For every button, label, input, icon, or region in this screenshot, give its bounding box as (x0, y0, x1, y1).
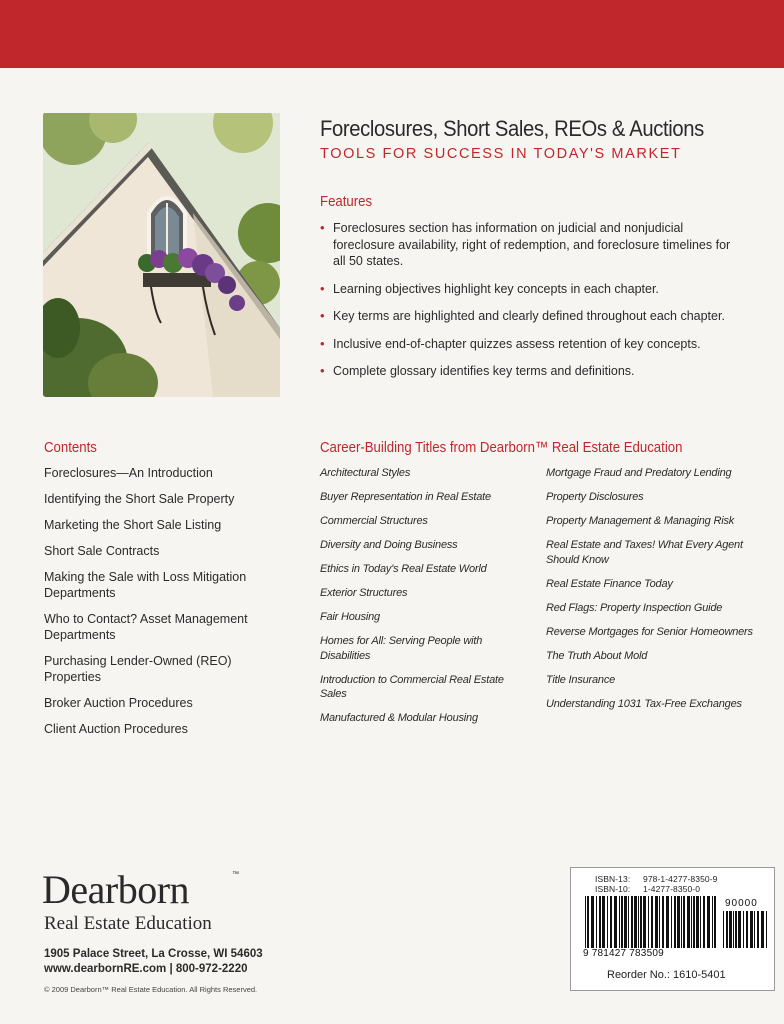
list-item: Buyer Representation in Real Estate (320, 491, 491, 503)
barcode-icon (585, 896, 719, 948)
list-item: Title Insurance (546, 673, 616, 686)
copyright-notice: © 2009 Dearborn™ Real Estate Education. All Rights Reserved. (44, 985, 258, 994)
publisher-logo: Dearborn (42, 867, 190, 912)
publisher-subtitle: Real Estate Education (44, 913, 212, 934)
book-subtitle: TOOLS FOR SUCCESS IN TODAY'S MARKET (320, 146, 682, 162)
contents-list (44, 465, 284, 747)
list-item: Architectural Styles (320, 467, 411, 479)
list-item: Fair Housing (320, 611, 380, 623)
features-heading: Features (320, 193, 373, 210)
price-code: 90000 (725, 898, 758, 909)
top-color-band (0, 0, 784, 68)
isbn-13-label: ISBN-13: (595, 874, 631, 884)
list-item: Broker Auction Procedures (44, 696, 193, 710)
addon-barcode-icon (723, 911, 767, 948)
publisher-web-phone: www.dearbornRE.com | 800-972-2220 (44, 963, 248, 975)
list-item: Mortgage Fraud and Predatory Lending (546, 467, 732, 479)
reorder-number: Reorder No.: 1610-5401 (607, 969, 726, 981)
list-item: Red Flags: Property Inspection Guide (546, 601, 723, 614)
list-item: Making the Sale with Loss Mitigation Departments (44, 570, 247, 600)
list-item: • Complete glossary identifies key terms and definitions. (320, 363, 740, 380)
list-item: Diversity and Doing Business (320, 539, 458, 551)
list-item: Ethics in Today's Real Estate World (320, 563, 487, 575)
list-item: Reverse Mortgages for Senior Homeowners (546, 625, 753, 638)
trademark-mark: ™ (232, 871, 239, 878)
isbn-13-value: 978-1-4277-8350-9 (643, 874, 718, 884)
list-item: • Inclusive end-of-chapter quizzes assess retention of key concepts. (320, 336, 740, 353)
list-item: Foreclosures—An Introduction (44, 466, 213, 480)
list-item: Marketing the Short Sale Listing (44, 518, 222, 532)
list-item: Real Estate and Taxes! What Every Agent Should Know (546, 539, 743, 566)
list-item: Purchasing Lender-Owned (REO) Properties (44, 654, 232, 684)
career-titles-column-1 (320, 466, 525, 735)
career-titles-heading: Career-Building Titles from Dearborn™ Real Estate Education (320, 439, 683, 456)
list-item: Who to Contact? Asset Management Departments (44, 612, 248, 642)
isbn-10-value: 1-4277-8350-0 (643, 884, 701, 894)
list-item: Homes for All: Serving People with Disabilities (320, 635, 483, 662)
ean-digits: 9 781427 783509 (583, 948, 664, 959)
list-item: The Truth About Mold (546, 649, 648, 662)
contents-heading: Contents (44, 439, 97, 456)
list-item: Identifying the Short Sale Property (44, 492, 235, 506)
isbn-13 (595, 874, 717, 884)
features-list (320, 220, 740, 391)
list-item: Property Management & Managing Risk (546, 515, 735, 527)
list-item: Commercial Structures (320, 515, 428, 527)
career-titles-column-2 (546, 466, 771, 721)
isbn-10-label: ISBN-10: (595, 884, 631, 894)
list-item: Introduction to Commercial Real Estate Sales (320, 673, 504, 700)
list-item: Property Disclosures (546, 491, 644, 503)
cover-photo-house (43, 113, 280, 397)
list-item: • Key terms are highlighted and clearly defined throughout each chapter. (320, 308, 740, 325)
publisher-address: 1905 Palace Street, La Crosse, WI 54603 (44, 948, 263, 960)
isbn-barcode-box (570, 867, 775, 991)
list-item: Real Estate Finance Today (546, 577, 673, 590)
list-item: Short Sale Contracts (44, 544, 160, 558)
list-item: Understanding 1031 Tax-Free Exchanges (546, 697, 742, 710)
list-item: • Learning objectives highlight key concepts in each chapter. (320, 281, 740, 298)
book-title: Foreclosures, Short Sales, REOs & Auctions (320, 116, 704, 141)
list-item: • Foreclosures section has information on judicial and nonjudicial foreclosure availability, right of redemption, and foreclosure timelines for all 50 states. (320, 220, 740, 270)
list-item: Manufactured & Modular Housing (320, 712, 478, 724)
list-item: Client Auction Procedures (44, 722, 188, 736)
list-item: Exterior Structures (320, 587, 408, 599)
isbn-10 (595, 884, 700, 894)
